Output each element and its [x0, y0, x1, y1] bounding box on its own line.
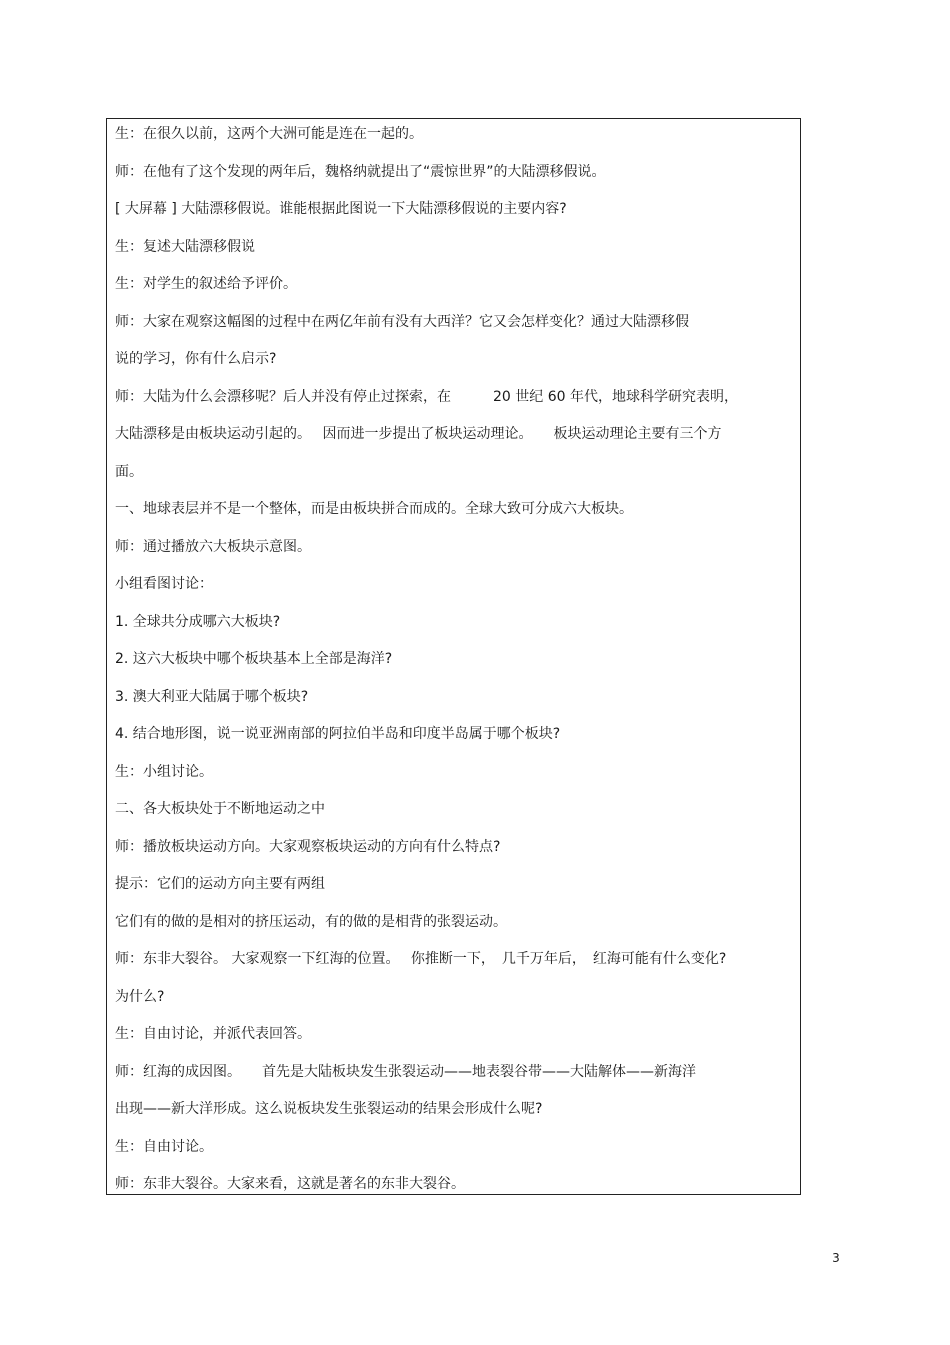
text-line: 3. 澳大利亚大陆属于哪个板块?: [115, 689, 309, 705]
text-line: 生：自由讨论。: [115, 1139, 213, 1155]
text-line: 出现——新大洋形成。这么说板块发生张裂运动的结果会形成什么呢?: [115, 1101, 543, 1117]
text-line: 它们有的做的是相对的挤压运动，有的做的是相背的张裂运动。: [115, 914, 507, 930]
text-line: 师：通过播放六大板块示意图。: [115, 539, 311, 555]
text-line: 生：自由讨论，并派代表回答。: [115, 1026, 311, 1042]
text-line: 师：大陆为什么会漂移呢？后人并没有停止过探索，在 20 世纪 60 年代，地球科学研究表明，: [115, 389, 738, 405]
text-line: 师：红海的成因图。 首先是大陆板块发生张裂运动——地表裂谷带——大陆解体——新海洋: [115, 1064, 696, 1080]
text-line: 一、地球表层并不是一个整体，而是由板块拼合而成的。全球大致可分成六大板块。: [115, 501, 633, 517]
text-line: 生：对学生的叙述给予评价。: [115, 276, 297, 292]
text-line: 生：在很久以前，这两个大洲可能是连在一起的。: [115, 126, 423, 142]
text-line: 师：播放板块运动方向。大家观察板块运动的方向有什么特点?: [115, 839, 501, 855]
text-line: 大陆漂移是由板块运动引起的。 因而进一步提出了板块运动理论。 板块运动理论主要有三个方: [115, 426, 722, 442]
text-line: 师：东非大裂谷。 大家观察一下红海的位置。 你推断一下， 几千万年后， 红海可能有什么变化?: [115, 951, 727, 967]
text-line: 小组看图讨论：: [115, 576, 213, 592]
text-line: [ 大屏幕 ] 大陆漂移假说。谁能根据此图说一下大陆漂移假说的主要内容?: [115, 201, 567, 217]
text-line: 说的学习，你有什么启示?: [115, 351, 277, 367]
text-line: 二、各大板块处于不断地运动之中: [115, 801, 325, 817]
page-number: 3: [832, 1251, 840, 1265]
text-line: 2. 这六大板块中哪个板块基本上全部是海洋?: [115, 651, 393, 667]
text-line: 1. 全球共分成哪六大板块?: [115, 614, 281, 630]
text-line: 师：在他有了这个发现的两年后，魏格纳就提出了“震惊世界”的大陆漂移假说。: [115, 164, 606, 180]
text-line: 4. 结合地形图，说一说亚洲南部的阿拉伯半岛和印度半岛属于哪个板块?: [115, 726, 561, 742]
text-line: 为什么?: [115, 989, 165, 1005]
text-line: 师：大家在观察这幅图的过程中在两亿年前有没有大西洋？它又会怎样变化？通过大陆漂移假: [115, 314, 689, 330]
text-line: 生：小组讨论。: [115, 764, 213, 780]
text-line: 面。: [115, 464, 143, 480]
text-line: 师：东非大裂谷。大家来看，这就是著名的东非大裂谷。: [115, 1176, 465, 1192]
text-line: 提示：它们的运动方向主要有两组: [115, 876, 325, 892]
text-line: 生：复述大陆漂移假说: [115, 239, 255, 255]
lesson-text-box: [106, 118, 801, 1195]
